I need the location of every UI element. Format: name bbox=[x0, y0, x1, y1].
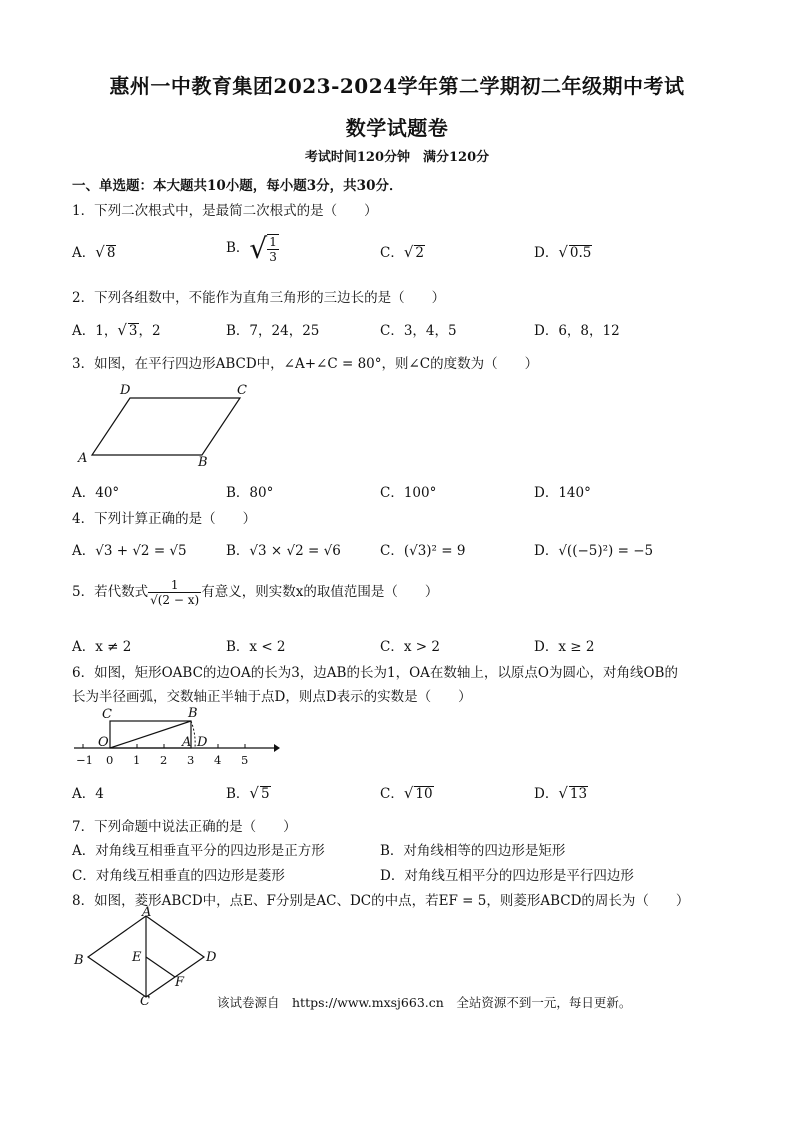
tick-label: 4 bbox=[214, 753, 222, 767]
q4-option-c: C．(√3)² = 9 bbox=[380, 543, 466, 559]
q5-option-a: A．x ≠ 2 bbox=[72, 639, 132, 655]
q3-option-b: B．80° bbox=[226, 485, 274, 501]
arc-bd bbox=[191, 721, 195, 748]
tick-label: −1 bbox=[76, 753, 93, 767]
label-a: A bbox=[142, 906, 152, 920]
diagonal-ob bbox=[110, 721, 191, 748]
q2-stem: 2．下列各组数中，不能作为直角三角形的三边长的是（ ） bbox=[72, 290, 446, 306]
label-b: B bbox=[198, 455, 208, 470]
q1-stem: 1．下列二次根式中，是最简二次根式的是（ ） bbox=[72, 203, 378, 219]
parallelogram-figure bbox=[72, 380, 262, 470]
q2-option-c: C．3，4，5 bbox=[380, 323, 457, 339]
q6-stem-line1: 6．如图，矩形OABC的边OA的长为3，边AB的长为1，OA在数轴上，以原点O为圆心，对角线OB的 bbox=[72, 665, 678, 681]
exam-title: 惠州一中教育集团2023-2024学年第二学期初二年级期中考试 bbox=[109, 74, 685, 98]
q7-option-d: D．对角线互相平分的四边形是平行四边形 bbox=[380, 868, 634, 884]
q2-option-a: A．1，√ 3，2 bbox=[72, 321, 161, 339]
label-d: D bbox=[120, 383, 131, 398]
exam-info: 考试时间120分钟 满分120分 bbox=[304, 150, 490, 165]
label-c: C bbox=[140, 994, 150, 1006]
q7-option-c: C．对角线互相垂直的四边形是菱形 bbox=[72, 868, 285, 884]
q4-option-b: B．√3 × √2 = √6 bbox=[226, 543, 341, 559]
q3-option-d: D．140° bbox=[534, 485, 591, 501]
label-c: C bbox=[102, 707, 112, 722]
q6-option-d: D．√ 13 bbox=[534, 784, 588, 802]
q3-option-c: C．100° bbox=[380, 485, 437, 501]
parallelogram-shape bbox=[92, 398, 240, 455]
q6-stem-line2: 长为半径画弧，交数轴正半轴于点D，则点D表示的实数是（ ） bbox=[72, 689, 472, 705]
q5-option-d: D．x ≥ 2 bbox=[534, 639, 595, 655]
label-b: B bbox=[74, 953, 84, 968]
exam-subtitle: 数学试题卷 bbox=[345, 116, 449, 140]
rhombus-figure bbox=[72, 906, 232, 1006]
axis-arrow bbox=[274, 744, 280, 752]
label-o: O bbox=[98, 735, 109, 750]
q8-stem: 8．如图，菱形ABCD中，点E、F分别是AC、DC的中点，若EF = 5，则菱形ABCD的周长为（ ） bbox=[72, 893, 690, 909]
q1-option-b: B．√ $\frac{1}{3}$ bbox=[226, 232, 277, 265]
q5-option-b: B．x < 2 bbox=[226, 639, 286, 655]
label-d: D bbox=[206, 950, 217, 965]
label-a: A bbox=[182, 735, 192, 750]
q5-option-c: C．x > 2 bbox=[380, 639, 440, 655]
segment-ef bbox=[146, 957, 175, 977]
q1-option-a: A．√ 8 bbox=[72, 243, 116, 261]
tick-label: 5 bbox=[241, 753, 249, 767]
section-heading: 一、单选题：本大题共10小题，每小题3分，共30分． bbox=[72, 178, 403, 194]
q6-option-b: B．√ 5 bbox=[226, 784, 270, 802]
source-footer: 该试卷源自 https://www.mxsj663.cn 全站资源不到一元，每日更新。 bbox=[217, 995, 632, 1010]
q4-option-d: D．√((−5)²) = −5 bbox=[534, 543, 654, 559]
q7-option-b: B．对角线相等的四边形是矩形 bbox=[380, 843, 566, 859]
q2-option-d: D．6，8，12 bbox=[534, 323, 620, 339]
label-e: E bbox=[132, 950, 142, 965]
q5-stem: 5．若代数式 $\frac{1}{√(2 - x)}$ 有意义，则实数x的取值范围是（ ） bbox=[72, 578, 439, 607]
q6-option-a: A．4 bbox=[72, 786, 104, 802]
label-f: F bbox=[175, 975, 185, 990]
q6-option-c: C．√ 10 bbox=[380, 784, 433, 802]
q1-option-d: D．√ 0.5 bbox=[534, 243, 592, 261]
label-c: C bbox=[237, 383, 247, 398]
q4-option-a: A．√3 + √2 = √5 bbox=[72, 543, 187, 559]
q4-stem: 4．下列计算正确的是（ ） bbox=[72, 511, 257, 527]
q2-option-b: B．7，24，25 bbox=[226, 323, 320, 339]
number-line-figure bbox=[72, 704, 282, 768]
q1-option-c: C．√ 2 bbox=[380, 243, 424, 261]
label-a: A bbox=[78, 451, 88, 466]
tick-label: 1 bbox=[133, 753, 141, 767]
tick-label: 3 bbox=[187, 753, 195, 767]
q7-option-a: A．对角线互相垂直平分的四边形是正方形 bbox=[72, 843, 325, 859]
label-b: B bbox=[188, 706, 198, 721]
label-d: D bbox=[197, 735, 208, 750]
q3-option-a: A．40° bbox=[72, 485, 120, 501]
tick-label: 0 bbox=[106, 753, 114, 767]
tick-label: 2 bbox=[160, 753, 168, 767]
q3-stem: 3．如图，在平行四边形ABCD中，∠A+∠C = 80°，则∠C的度数为（ ） bbox=[72, 356, 539, 372]
q7-stem: 7．下列命题中说法正确的是（ ） bbox=[72, 819, 297, 835]
